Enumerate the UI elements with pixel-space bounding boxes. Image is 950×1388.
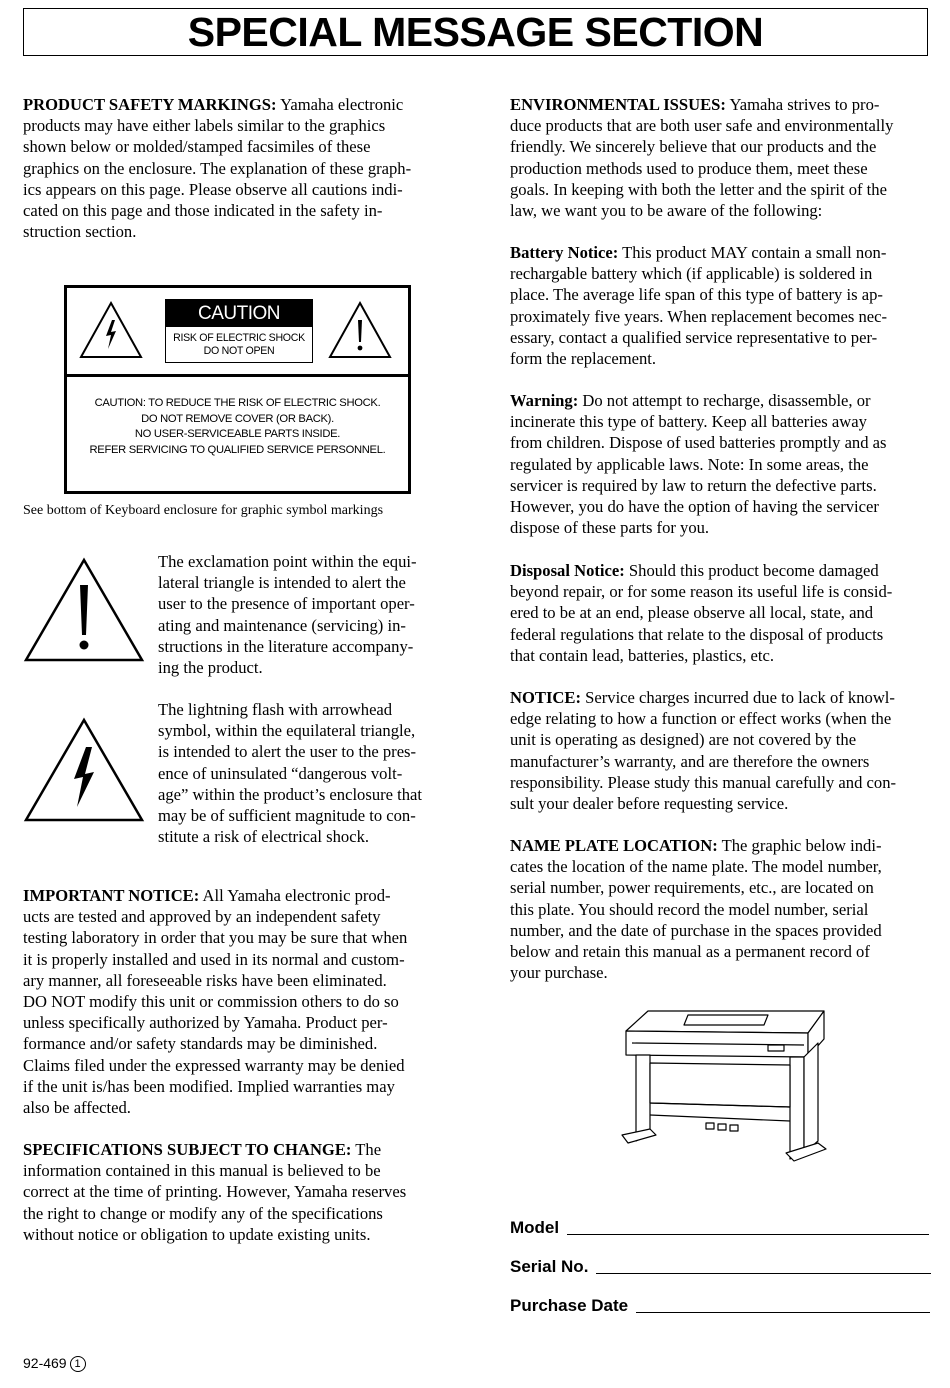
battery-notice-section [510,242,935,369]
text-line: without notice or obligation to update existing units. [23,1224,371,1244]
model-underline[interactable] [567,1233,929,1235]
section-heading: ENVIRONMENTAL ISSUES: [510,95,726,114]
section-heading: NOTICE: [510,688,581,707]
text-line: information contained in this manual is believed to be [23,1161,381,1181]
text-line: ary manner, all foreseeable risks have been eliminated. [23,970,387,990]
text-line: incinerate this type of battery. Keep all batteries away [510,412,867,432]
text-line: Yamaha strives to pro- [725,95,880,114]
text-line: proximately five years. When replacement becomes nec- [510,306,888,326]
text-line: if the unit is/has been modified. Implied warranties may [23,1076,395,1096]
text-line: ing the product. [158,658,263,678]
text-line: cates the location of the name plate. The model number, [510,857,882,877]
exclamation-triangle-icon [328,300,392,360]
text-line: law, we want you to be aware of the following: [510,201,823,221]
text-line: graphics on the enclosure. The explanation of these graph- [23,158,412,178]
warning-section [510,390,935,538]
text-line: user to the presence of important oper- [158,594,415,614]
text-line: ics appears on this page. Please observe all cautions indi- [23,179,403,199]
text-line: the right to change or modify any of the specifications [23,1203,383,1223]
text-line: testing laboratory in order that you may be sure that when [23,928,408,948]
text-line: manufacturer’s warranty, and are therefore the owners [510,751,870,771]
text-line: also be affected. [23,1098,131,1118]
text-line: The [351,1140,382,1159]
text-line: this plate. You should record the model number, serial [510,899,869,919]
serial-label: Serial No. [510,1257,589,1276]
text-line: from children. Dispose of used batteries promptly and as [510,433,887,453]
name-plate-section [510,835,935,983]
caution-label-graphic [64,285,411,494]
purchase-date-field[interactable] [510,1296,930,1316]
text-line: Claims filed under the expressed warranty may be denied [23,1055,405,1075]
caution-msg-line: NO USER-SERVICEABLE PARTS INSIDE. [134,428,341,440]
text-line: struction section. [23,222,137,242]
text-line: duce products that are both user safe and environmentally [510,116,894,136]
text-line: responsibility. Please study this manual carefully and con- [510,772,897,792]
text-line: age” within the product’s enclosure that [158,784,423,804]
section-heading: Disposal Notice: [510,561,625,580]
text-line: it is properly installed and used in its normal and custom- [23,949,405,969]
product-safety-section [23,94,453,242]
text-line: lateral triangle is intended to alert the [158,573,406,593]
important-notice-section [23,885,453,1118]
section-heading: PRODUCT SAFETY MARKINGS: [23,95,277,114]
text-line: ucts are tested and approved by an independent safety [23,907,381,927]
text-line: All Yamaha electronic prod- [199,886,391,905]
text-line: rechargable battery which (if applicable) is soldered in [510,264,873,284]
text-line: edge relating to how a function or effect works (when the [510,709,892,729]
text-line: form the replacement. [510,349,657,369]
caution-box-top [67,288,408,377]
caution-label [165,299,313,363]
document-code: 92-469 [23,1355,67,1371]
text-line: unit is operating as designed) are not covered by the [510,730,857,750]
text-line: dispose of these parts for you. [510,518,710,538]
section-heading: NAME PLATE LOCATION: [510,836,718,855]
text-line: formance and/or safety standards may be diminished. [23,1034,378,1054]
purchase-date-underline[interactable] [636,1311,930,1313]
circled-number: 1 [70,1356,86,1372]
text-line: essary, contact a qualified service representative to per- [510,327,878,347]
text-line: DO NOT modify this unit or commission others to do so [23,992,399,1012]
text-line: symbol, within the equilateral triangle, [158,721,416,741]
text-line: Should this product become damaged [624,561,879,580]
exclamation-triangle-icon [23,557,145,663]
text-line: goals. In keeping with both the letter and the spirit of the [510,179,887,199]
text-line: However, you do have the option of having the servicer [510,497,879,517]
model-field[interactable] [510,1218,929,1238]
text-line: production methods used to produce them, meet these [510,158,868,178]
see-bottom-note: See bottom of Keyboard enclosure for graphic symbol markings [23,503,384,518]
text-line: place. The average life span of this type of battery is ap- [510,285,883,305]
text-line: stitute a risk of electrical shock. [158,827,370,847]
text-line: is intended to alert the user to the pres- [158,742,417,762]
text-line: cated on this page and those indicated in the safety in- [23,201,383,221]
lightning-triangle-icon [79,300,143,360]
text-line: beyond repair, or for some reason its useful life is consid- [510,582,893,602]
text-line: The exclamation point within the equi- [158,552,417,571]
keyboard-illustration [618,1003,832,1165]
section-heading: SPECIFICATIONS SUBJECT TO CHANGE: [23,1140,352,1159]
text-line: ating and maintenance (servicing) in- [158,615,406,635]
caution-sub-1: RISK OF ELECTRIC SHOCK [173,332,305,344]
title-box [23,8,928,56]
text-line: number, and the date of purchase in the spaces provided [510,920,882,940]
caution-heading: CAUTION [166,300,312,327]
text-line: your purchase. [510,963,608,983]
text-line: may be of sufficient magnitude to con- [158,806,416,826]
disposal-notice-section [510,560,935,666]
text-line: serial number, power requirements, etc., are located on [510,878,874,898]
caution-message [67,396,408,458]
model-label: Model [510,1218,560,1237]
serial-underline[interactable] [596,1272,931,1274]
text-line: that contain lead, batteries, plastics, etc. [510,645,775,665]
text-line: The graphic below indi- [717,836,882,855]
text-line: shown below or molded/stamped facsimiles of these [23,137,371,157]
text-line: Do not attempt to recharge, disassemble, or [578,391,871,410]
text-line: structions in the literature accompany- [158,636,414,656]
section-heading: Battery Notice: [510,243,619,262]
page-title: SPECIAL MESSAGE SECTION [187,8,764,55]
caution-msg-line: CAUTION: TO REDUCE THE RISK OF ELECTRIC SHOCK. [94,397,381,409]
text-line: The lightning flash with arrowhead [158,700,393,719]
footer-code [23,1355,86,1372]
text-line: This product MAY contain a small non- [618,243,887,262]
lightning-description [158,699,453,847]
text-line: Yamaha electronic [276,95,404,114]
lightning-triangle-icon [23,717,145,823]
text-line: unless specifically authorized by Yamaha. Product per- [23,1013,388,1033]
serial-field[interactable] [510,1257,931,1277]
text-line: below and retain this manual as a permanent record of [510,942,870,962]
text-line: products may have either labels similar to the graphics [23,116,386,136]
text-line: federal regulations that relate to the disposal of products [510,624,884,644]
caution-sub-2: DO NOT OPEN [203,344,275,357]
text-line: regulated by applicable laws. Note: In some areas, the [510,454,869,474]
environmental-section [510,94,935,221]
specifications-section [23,1139,453,1245]
section-heading: IMPORTANT NOTICE: [23,886,200,905]
text-line: sult your dealer before requesting service. [510,794,789,814]
text-line: Service charges incurred due to lack of knowl- [581,688,895,707]
exclamation-description [158,551,453,678]
caution-msg-line: REFER SERVICING TO QUALIFIED SERVICE PERSONNEL. [89,443,386,456]
text-line: ence of uninsulated “dangerous volt- [158,763,403,783]
purchase-date-label: Purchase Date [510,1296,629,1315]
text-line: correct at the time of printing. However, Yamaha reserves [23,1182,407,1202]
text-line: ered to be at an end, please observe all local, state, and [510,603,874,623]
notice-section [510,687,935,814]
text-line: servicer is required by law to return the defective parts. [510,475,877,495]
text-line: friendly. We sincerely believe that our products and the [510,137,877,157]
section-heading: Warning: [510,391,579,410]
caution-msg-line: DO NOT REMOVE COVER (OR BACK). [141,412,334,425]
